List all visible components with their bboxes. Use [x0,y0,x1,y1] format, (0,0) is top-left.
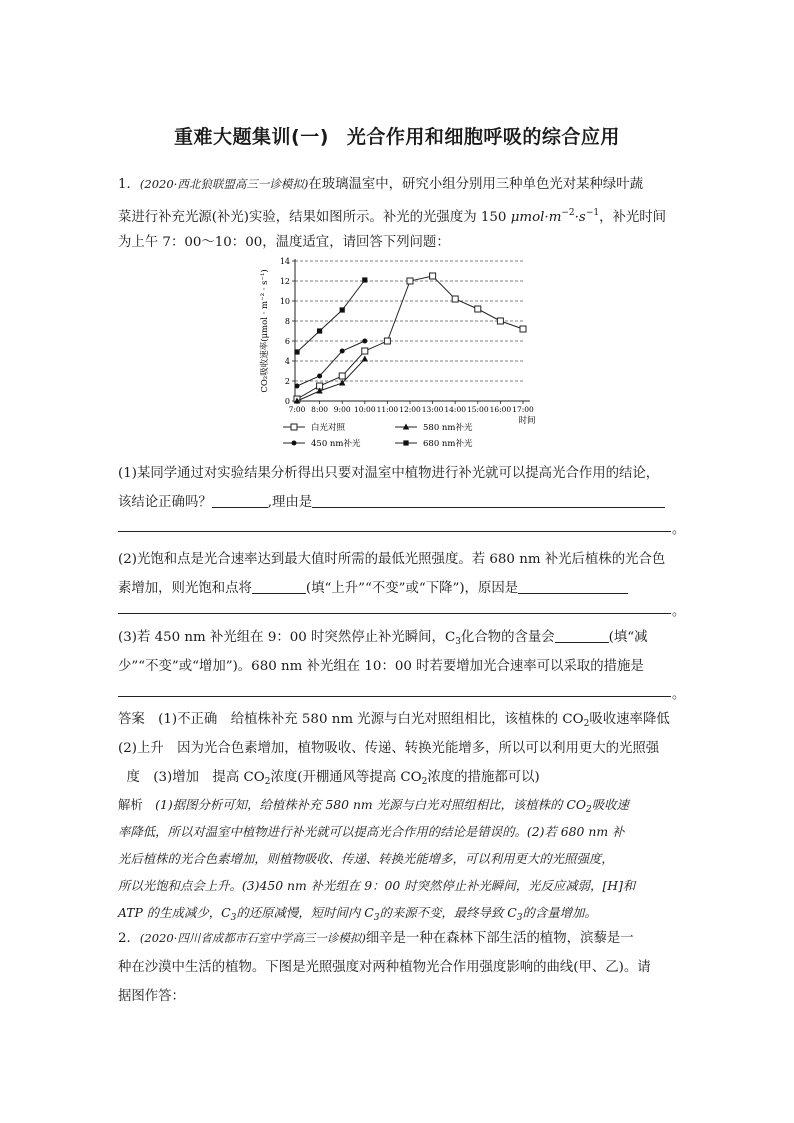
end-mark: 。 [672,604,686,619]
q1-sub2-text: (2)光饱和点是光合速率达到最大值时所需的最低光照强度。若 680 nm 补光后植株的光合色 [118,552,666,567]
point-marker [362,356,368,362]
answer-blank[interactable] [312,493,665,508]
y-tick-labels [280,257,295,406]
point-marker [292,441,297,446]
point-marker [384,338,390,344]
answer-text: 浓度的措施都可以) [427,770,540,785]
x-tick-label: 9:00 [333,405,351,414]
answer-text: 度 (3)增加 提高 CO [126,770,265,785]
x-tick-label: 14:00 [444,405,467,414]
end-mark: 。 [672,522,686,537]
q2-text: 种在沙漠中生活的植物。下图是光照强度对两种植物光合作用强度影响的曲线(甲、乙)。请 [118,960,651,975]
y-tick-label: 6 [284,337,290,346]
point-marker [430,273,436,279]
q1-sub3-text: (3)若 450 nm 补光组在 9：00 时突然停止补光瞬间，C [118,630,456,645]
co2-absorption-chart [255,255,545,455]
explain-text: 的含量增加。 [522,905,597,920]
q2-text: 据图作答： [118,989,185,1004]
point-marker [497,318,503,324]
y-tick-label: 8 [284,317,290,326]
point-marker [291,424,297,430]
point-marker [294,349,299,354]
q1-sub2-text-c: (填“上升”“不变”或“下降”)，原因是 [305,581,519,596]
q1-intro-unit-mid: ·s [574,210,586,225]
point-marker [339,373,345,379]
explain-text: 吸收速 [591,797,629,812]
point-marker [317,374,322,379]
q2-text: 细辛是一种在森林下部生活的植物，滨藜是一 [365,931,634,946]
explain-text: 的还原减慢，短时间内 C [236,905,374,920]
q2-line-3 [118,982,678,1011]
answer-blank[interactable] [518,579,628,594]
explain-line-4 [118,872,680,899]
point-marker [340,349,345,354]
q1-intro-exp-1: −2 [561,208,575,218]
point-marker [452,296,458,302]
x-tick-label: 13:00 [421,405,444,414]
point-marker [362,348,368,354]
series-580-nm补光 [294,356,368,404]
explain-text: 率降低，所以对温室中植物进行补光就可以提高光合作用的结论是错误的。(2)若 680 nm 补 [118,824,625,839]
question-number: 1． [118,177,140,192]
point-marker [362,277,367,282]
answer-text: (1)不正确 给植株补充 580 nm 光源与白光对照组相比，该植株的 CO [158,712,584,727]
y-tick-label: 12 [279,277,290,286]
y-tick-label: 10 [279,297,290,306]
q1-intro-text-c: ，补光时间 [599,210,667,225]
x-tick-label: 11:00 [376,405,399,414]
subscript: 3 [373,913,380,923]
legend-label: 680 nm补光 [423,439,473,449]
explain-text: (1)据图分析可知，给植株补充 580 nm 光源与白光对照组相比，该植株的 CO [155,797,587,812]
subscript: 3 [230,913,237,923]
point-marker [317,328,322,333]
legend-label: 450 nm补光 [311,439,361,449]
y-axis-label: CO₂吸收速率(μmol · m⁻² · s⁻¹) [260,269,270,393]
x-axis-label: 时间 [518,416,536,426]
answer-line-2 [118,734,678,763]
answer-blank[interactable] [555,628,609,643]
question-source: (2020·西北狼联盟高三一诊模拟) [139,177,309,191]
series-line [297,276,523,399]
q1-intro-line-1 [118,170,678,199]
series-line [297,359,365,401]
explain-text: 光后植株的光合色素增加，则植物吸收、传递、转换光能增多，可以利用更大的光照强度， [118,851,614,866]
y-tick-label: 14 [279,257,290,266]
chart-series [294,273,526,404]
subscript: 3 [516,913,523,923]
series-line [297,341,365,386]
answer-blank[interactable] [212,493,268,508]
y-tick-label: 2 [284,377,290,386]
point-marker [520,326,526,332]
q2-line-2 [118,953,678,982]
chart-legend [283,422,473,449]
q1-sub3-line-2 [118,652,678,681]
x-tick-label: 8:00 [311,405,329,414]
x-tick-label: 17:00 [512,405,534,414]
q1-sub3-text-d: 少”“不变”或“增加”)。680 nm 补光组在 10：00 时若要增加光合速率可以采取的措施是 [118,659,644,674]
q1-sub1-question: 该结论正确吗？ [118,495,212,510]
explain-text: ATP 的生成减少，C [118,905,231,920]
end-mark: 。 [672,687,686,702]
q1-sub3-text-b: 化合物的含量会 [460,630,555,645]
title-part-1: 重难大题集训(一) [174,126,329,148]
answer-text: (2)上升 因为光合色素增加，植物吸收、传递、转换光能增多，所以可以利用更大的光照强 [118,741,660,756]
question-number: 2． [118,931,140,946]
point-marker [407,278,413,284]
subscript: 2 [586,805,592,815]
q1-intro-exp-2: −1 [585,208,600,218]
legend-label: 白光对照 [311,423,346,433]
y-tick-label: 0 [284,397,290,406]
point-marker [475,306,481,312]
q1-sub2-text-b: 素增加，则光饱和点将 [118,581,252,596]
explain-label: 解析 [118,797,143,812]
question-source: (2020·四川省成都市石室中学高三一诊模拟) [139,931,366,945]
explain-line-2 [118,818,680,845]
q2-line-1 [118,924,678,953]
answer-line[interactable] [118,531,671,532]
answer-text: 吸收速率降低 [589,712,670,727]
q1-intro-text: 在玻璃温室中，研究小组分别用三种单色光对某种绿叶蔬 [308,177,644,192]
y-tick-label: 4 [284,357,290,366]
answer-line[interactable] [118,613,671,614]
point-marker [362,339,367,344]
q1-sub2-line-2 [118,574,678,603]
point-marker [403,440,408,445]
subscript: 2 [264,777,271,787]
q1-sub1-line-1 [118,459,678,488]
point-marker [340,307,345,312]
explain-line-3 [118,845,680,872]
q1-sub1-reason-prompt: ,理由是 [267,495,313,510]
point-marker [295,384,300,389]
x-tick-label: 16:00 [489,405,512,414]
answer-text: 浓度(开棚通风等提高 CO [270,770,422,785]
answer-label: 答案 [118,712,145,727]
page-title [0,122,794,149]
x-tick-label: 12:00 [399,405,421,414]
q1-intro-text-b: 菜进行补充光源(补光)实验，结果如图所示。补光的光强度为 150 [118,210,507,225]
x-tick-label: 7:00 [288,405,306,414]
q1-sub3-text-c: (填“减 [608,630,648,645]
series-680-nm补光 [294,277,367,354]
q1-sub2-line-1 [118,545,678,574]
series-白光对照 [294,273,526,402]
title-part-2: 光合作用和细胞呼吸的综合应用 [346,126,620,148]
explain-text: 的来源不变，最终导致 C [379,905,517,920]
q1-intro-line-3 [118,228,678,257]
subscript: 2 [583,719,590,729]
q1-intro-unit: μmol·m [510,210,562,225]
q1-intro-text-d: 为上午 7：00～10：00，温度适宜，请回答下列问题： [118,235,450,250]
legend-label: 580 nm补光 [423,423,473,433]
answer-line[interactable] [118,696,671,697]
subscript: 3 [455,637,461,647]
explain-text: 所以光饱和点会上升。(3)450 nm 补光组在 9：00 时突然停止补光瞬间，光反应减弱，[H]和 [118,878,636,893]
subscript: 2 [421,777,428,787]
x-tick-label: 10:00 [353,405,376,414]
x-tick-labels [289,401,534,414]
q1-sub1-text: (1)某同学通过对实验结果分析得出只要对温室中植物进行补光就可以提高光合作用的结论， [118,466,660,481]
x-tick-label: 15:00 [466,405,489,414]
q1-sub1-line-2 [118,488,678,517]
answer-blank[interactable] [252,579,306,594]
